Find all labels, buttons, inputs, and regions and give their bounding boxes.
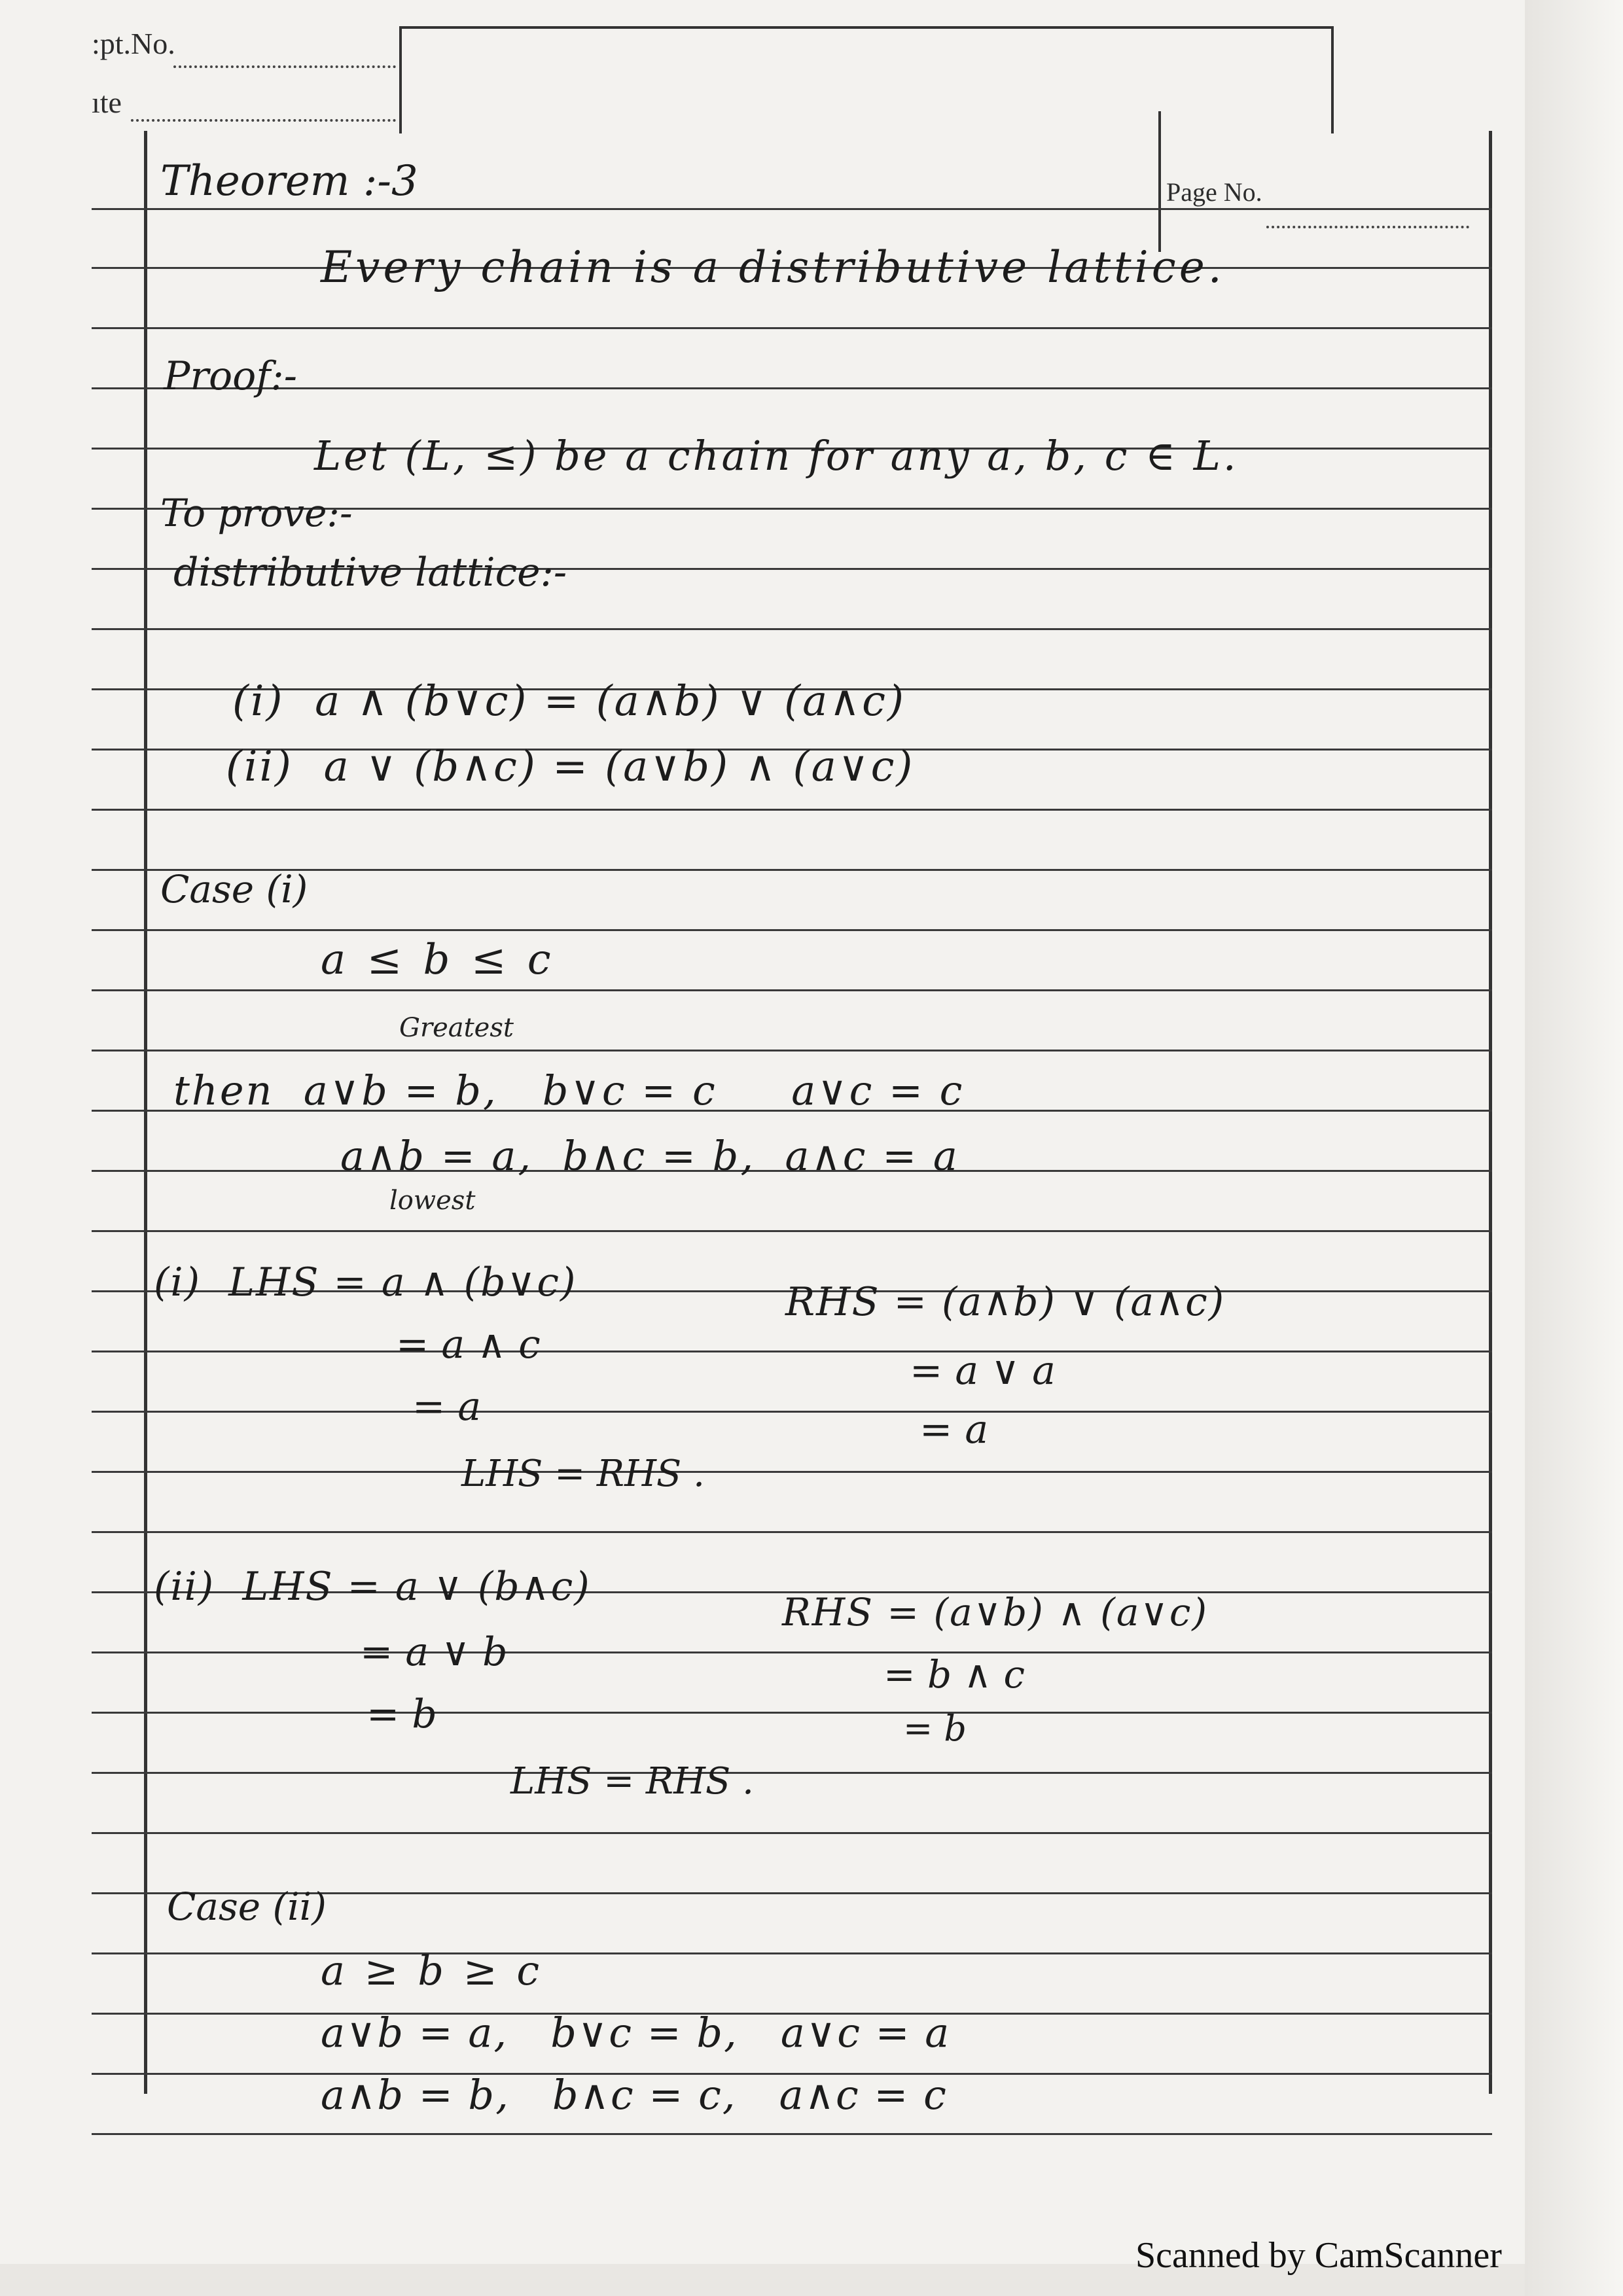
receipt-number-dots — [173, 65, 396, 68]
case-1-ii-lhs-step-3: = b — [366, 1691, 437, 1737]
distributive-law-2: (ii) a ∨ (b∧c) = (a∨b) ∧ (a∨c) — [226, 743, 915, 791]
case-1-ii-lhs-step-2: = a ∨ b — [360, 1629, 508, 1675]
distributive-lattice-label: distributive lattice:- — [173, 550, 567, 595]
case-1-ii-rhs-step-1: RHS = (a∨b) ∧ (a∨c) — [782, 1590, 1208, 1634]
date-label: ıte — [92, 86, 122, 119]
page-number-label: Page No. — [1166, 177, 1262, 207]
ruled-line — [92, 1772, 1492, 1774]
ruled-line — [92, 1411, 1492, 1413]
ruled-line — [92, 989, 1492, 991]
ruled-line — [92, 1531, 1492, 1533]
ruled-line — [92, 1651, 1492, 1653]
ruled-line — [92, 1230, 1492, 1232]
case-2-join-results: a∨b = a, b∨c = b, a∨c = a — [321, 2009, 951, 2057]
case-1-label: Case (i) — [160, 867, 308, 911]
receipt-number-label: :pt.No. — [92, 27, 175, 60]
case-1-i-conclusion: LHS = RHS . — [461, 1453, 705, 1495]
case-1-i-rhs-step-2: = a ∨ a — [910, 1348, 1056, 1394]
case-1-i-lhs-step-3: = a — [412, 1384, 482, 1430]
ruled-line — [92, 1050, 1492, 1051]
ruled-line — [92, 327, 1492, 329]
page-edge-shadow — [1525, 0, 1623, 2296]
ruled-line — [92, 1712, 1492, 1714]
ruled-line — [92, 2133, 1492, 2135]
ruled-line — [92, 1952, 1492, 1954]
case-1-i-lhs-step-1: (i) LHS = a ∧ (b∨c) — [154, 1260, 577, 1305]
theorem-statement: Every chain is a distributive lattice. — [321, 242, 1225, 292]
case-1-ii-lhs-step-1: (ii) LHS = a ∨ (b∧c) — [154, 1564, 591, 1610]
case-1-meet-results: a∧b = a, b∧c = b, a∧c = a — [340, 1132, 959, 1180]
ruled-line — [92, 1351, 1492, 1352]
ruled-line — [92, 1471, 1492, 1473]
proof-label: Proof:- — [164, 353, 297, 399]
case-2-label: Case (ii) — [167, 1884, 327, 1929]
greatest-annotation: Greatest — [399, 1013, 514, 1043]
ruled-line — [92, 387, 1492, 389]
ruled-line — [92, 809, 1492, 811]
case-1-ii-rhs-step-3: = b — [903, 1708, 967, 1749]
distributive-law-1: (i) a ∧ (b∨c) = (a∧b) ∨ (a∧c) — [232, 677, 906, 726]
case-1-ii-conclusion: LHS = RHS . — [510, 1760, 754, 1803]
case-1-order: a ≤ b ≤ c — [321, 936, 555, 984]
theorem-heading: Theorem :-3 — [160, 157, 418, 205]
case-2-meet-results: a∧b = b, b∧c = c, a∧c = c — [321, 2071, 948, 2119]
case-1-i-lhs-step-2: = a ∧ c — [396, 1322, 541, 1368]
case-1-i-rhs-step-1: RHS = (a∧b) ∨ (a∧c) — [785, 1279, 1226, 1325]
case-2-order: a ≥ b ≥ c — [321, 1947, 543, 1994]
case-1-join-results: then a∨b = b, b∨c = c a∨c = c — [173, 1067, 965, 1114]
scanner-watermark: Scanned by CamScanner — [1135, 2235, 1502, 2276]
date-dots — [131, 119, 396, 122]
case-1-ii-rhs-step-2: = b ∧ c — [883, 1652, 1025, 1697]
case-1-i-rhs-step-3: = a — [919, 1407, 989, 1453]
ruled-line — [92, 929, 1492, 931]
ruled-line — [92, 208, 1492, 210]
lowest-annotation: lowest — [389, 1186, 476, 1216]
proof-statement: Let (L, ≤) be a chain for any a, b, c ∈ L. — [314, 432, 1239, 480]
ruled-line — [92, 1832, 1492, 1834]
to-prove-label: To prove:- — [160, 491, 353, 535]
ruled-line — [92, 628, 1492, 630]
